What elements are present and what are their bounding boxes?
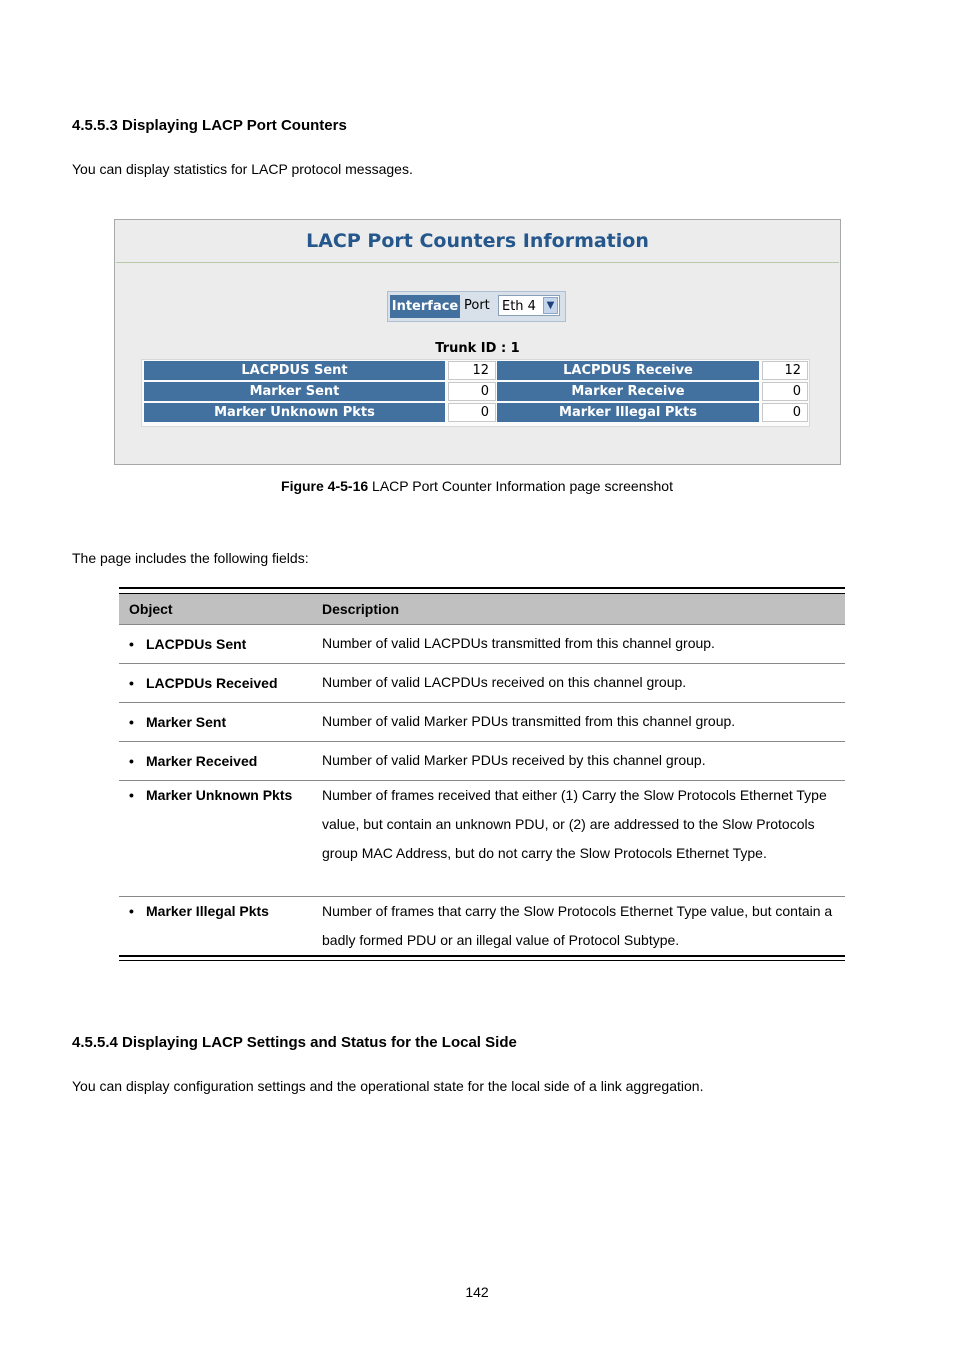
counters-table — [141, 359, 810, 427]
title-divider — [116, 262, 839, 263]
row-object: Marker Received — [146, 753, 258, 769]
figure-caption-text: LACP Port Counter Information page screenshot — [368, 478, 673, 494]
row-object: Marker Illegal Pkts — [146, 903, 269, 919]
screenshot-title: LACP Port Counters Information — [306, 230, 649, 252]
fields-table — [119, 587, 845, 961]
table-row: • Marker Unknown Pkts Number of frames received that either (1) Carry the Slow Protocols Ethernet Type value, but contain an unknown PDU, or (2) are addressed to the Slow Protocols group MAC Address, but do not carry the Slow Protocols Ethernet Type. — [119, 781, 845, 897]
counter-label: Marker Illegal Pkts — [497, 403, 759, 422]
figure-number: Figure 4-5-16 — [281, 478, 369, 494]
table-bottom-rule — [119, 955, 845, 961]
counter-label: Marker Sent — [144, 382, 445, 401]
page-number: 142 — [465, 1284, 489, 1300]
counter-label: Marker Unknown Pkts — [144, 403, 445, 422]
row-object: LACPDUs Received — [146, 675, 278, 691]
section-heading: 4.5.5.3 Displaying LACP Port Counters — [72, 117, 347, 134]
table-row: • Marker Sent Number of valid Marker PDUs transmitted from this channel group. — [119, 703, 845, 742]
row-object: Marker Unknown Pkts — [146, 787, 293, 803]
chevron-down-icon[interactable]: ▼ — [543, 297, 558, 314]
interface-label: Interface — [390, 295, 460, 318]
counter-label: LACPDUS Receive — [497, 361, 759, 380]
interface-selector — [387, 291, 566, 322]
port-label: Port — [464, 298, 490, 313]
row-description: Number of frames that carry the Slow Protocols Ethernet Type value, but contain a badly formed PDU or an illegal value of Protocol Subtype. — [322, 903, 833, 948]
counter-value: 0 — [448, 403, 496, 422]
table-row: • Marker Received Number of valid Marker PDUs received by this channel group. — [119, 742, 845, 781]
row-object: Marker Sent — [146, 714, 227, 730]
table-row: • LACPDUs Received Number of valid LACPDUs received on this channel group. — [119, 664, 845, 703]
table-header — [119, 594, 845, 625]
port-select[interactable] — [498, 295, 560, 316]
header-description: Description — [322, 601, 400, 617]
counter-value: 0 — [762, 403, 808, 422]
section-intro: You can display statistics for LACP protocol messages. — [72, 161, 413, 177]
counter-value: 12 — [448, 361, 496, 380]
header-object: Object — [129, 601, 173, 617]
row-description: Number of valid LACPDUs received on this channel group. — [322, 674, 687, 690]
row-description: Number of frames received that either (1) Carry the Slow Protocols Ethernet Type value, but contain an unknown PDU, or (2) are addressed to the Slow Protocols group MAC Address, but do not carry the Slow Protocols Ethernet Type. — [322, 787, 827, 861]
port-select-value: Eth 4 — [502, 299, 536, 314]
counter-value: 0 — [762, 382, 808, 401]
counter-value: 12 — [762, 361, 808, 380]
row-description: Number of valid Marker PDUs transmitted from this channel group. — [322, 713, 736, 729]
fields-intro: The page includes the following fields: — [72, 550, 309, 566]
counter-label: Marker Receive — [497, 382, 759, 401]
counter-label: LACPDUS Sent — [144, 361, 445, 380]
table-row: • LACPDUs Sent Number of valid LACPDUs transmitted from this channel group. — [119, 625, 845, 664]
row-description: Number of valid LACPDUs transmitted from this channel group. — [322, 635, 715, 651]
section-heading: 4.5.5.4 Displaying LACP Settings and Status for the Local Side — [72, 1034, 517, 1051]
row-object: LACPDUs Sent — [146, 636, 247, 652]
trunk-id: Trunk ID : 1 — [435, 341, 520, 356]
row-description: Number of valid Marker PDUs received by this channel group. — [322, 752, 706, 768]
counter-value: 0 — [448, 382, 496, 401]
screenshot-figure — [114, 219, 841, 465]
figure-caption — [0, 478, 954, 494]
section-intro: You can display configuration settings and the operational state for the local side of a link aggregation. — [72, 1078, 704, 1094]
table-top-rule — [119, 587, 845, 594]
table-row: • Marker Illegal Pkts Number of frames that carry the Slow Protocols Ethernet Type value, but contain a badly formed PDU or an illegal value of Protocol Subtype. — [119, 897, 845, 955]
